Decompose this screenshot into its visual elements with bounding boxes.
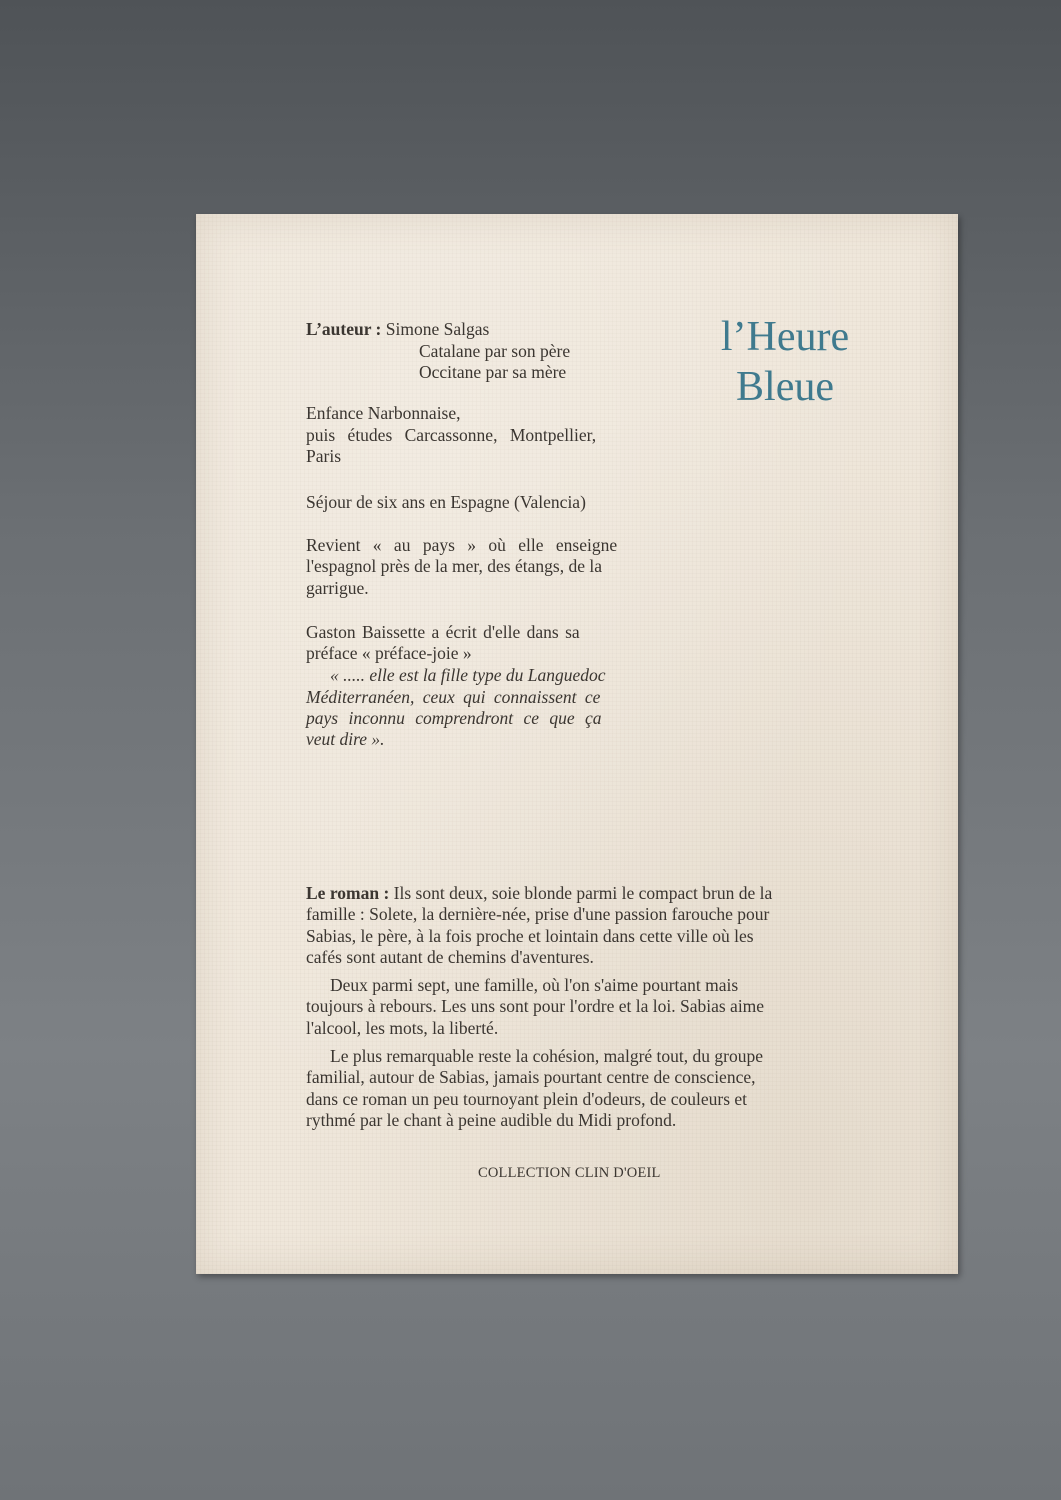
bio-quote-line-4: veut dire ».	[306, 729, 385, 749]
author-origin-mother: Occitane par sa mère	[419, 362, 567, 382]
novel-line-1	[306, 883, 772, 904]
bio-childhood-line-2: puis études Carcassonne, Montpellier,	[306, 425, 597, 445]
novel-para3-line-2: familial, autour de Sabias, jamais pourtant centre de conscience,	[306, 1067, 756, 1087]
bio-return-line-3: garrigue.	[306, 578, 369, 598]
novel-para1-line-4: cafés sont autant de chemins d'aventures.	[306, 947, 594, 967]
bio-return-line-1: Revient « au pays » où elle enseigne	[306, 535, 618, 555]
novel-para3-line-3: dans ce roman un peu tournoyant plein d'odeurs, de couleurs et	[306, 1089, 748, 1109]
novel-para3-line-1: Le plus remarquable reste la cohésion, malgré tout, du groupe	[330, 1046, 763, 1066]
author-label: L’auteur :	[306, 319, 382, 339]
book-title	[690, 312, 880, 412]
bio-stay: Séjour de six ans en Espagne (Valencia)	[306, 492, 586, 512]
novel-label: Le roman :	[306, 883, 390, 903]
novel-para2-line-3: l'alcool, les mots, la liberté.	[306, 1018, 499, 1038]
collection-name: COLLECTION CLIN D'OEIL	[478, 1165, 661, 1181]
novel-para1-line-2: famille : Solete, la dernière-née, prise d'une passion farouche pour	[306, 904, 770, 924]
author-origin-father: Catalane par son père	[419, 341, 571, 361]
bio-preface-line-2: préface « préface-joie »	[306, 643, 472, 663]
bio-preface-line-1: Gaston Baissette a écrit d'elle dans sa	[306, 622, 580, 642]
bio-childhood-line-3: Paris	[306, 446, 341, 466]
novel-para1-first: Ils sont deux, soie blonde parmi le compact brun de la	[393, 883, 773, 903]
bio-childhood-line-1: Enfance Narbonnaise,	[306, 403, 461, 423]
novel-para3-line-4: rythmé par le chant à peine audible du Midi profond.	[306, 1110, 677, 1130]
author-name: Simone Salgas	[385, 319, 490, 339]
novel-para2-line-1: Deux parmi sept, une famille, où l'on s'aime pourtant mais	[330, 975, 739, 995]
bio-quote-line-1: « ..... elle est la fille type du Languedoc	[330, 665, 606, 685]
book-title-line-2: Bleue	[736, 364, 834, 410]
novel-para1-line-3: Sabias, le père, à la fois proche et lointain dans cette ville où les	[306, 926, 754, 946]
bio-quote-line-2: Méditerranéen, ceux qui connaissent ce	[306, 687, 601, 707]
novel-para2-line-2: toujours à rebours. Les uns sont pour l'ordre et la loi. Sabias aime	[306, 996, 765, 1016]
author-line	[306, 319, 489, 340]
book-title-line-1: l’Heure	[720, 314, 850, 360]
bio-return-line-2: l'espagnol près de la mer, des étangs, de la	[306, 556, 602, 576]
bio-quote-line-3: pays inconnu comprendront ce que ça	[306, 708, 602, 728]
